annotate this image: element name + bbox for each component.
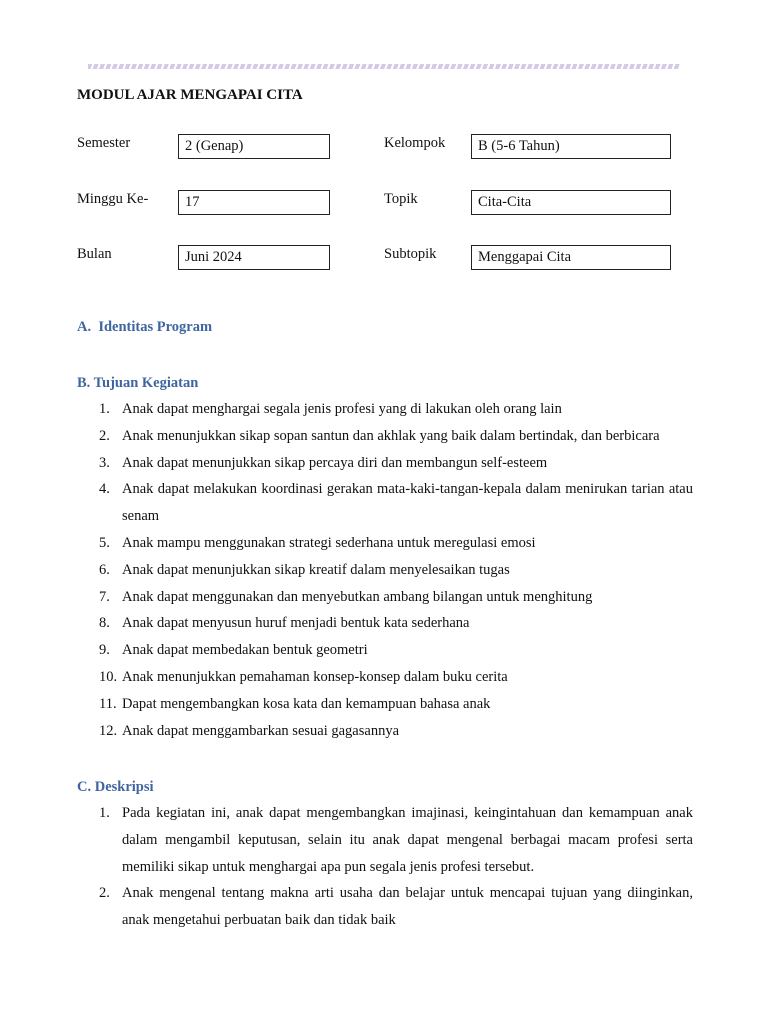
list-item [77, 610, 693, 637]
list-text: Pada kegiatan ini, anak dapat mengembangkan imajinasi, keingintahuan dan kemampuan anak dalam mengambil keputusan, selain itu anak dapat mengenal berbagai macam profesi serta memiliki sikap untuk menghargai apa pun segala jenis profesi tersebut. [122, 805, 693, 875]
decorative-header-rule [88, 64, 680, 69]
tujuan-list [77, 396, 693, 744]
list-text: Anak dapat menghargai segala jenis profesi yang di lakukan oleh orang lain [122, 401, 562, 417]
list-number: 5. [99, 534, 110, 551]
list-number: 1. [99, 401, 110, 417]
list-text: Anak menunjukkan pemahaman konsep-konsep dalam buku cerita [122, 668, 508, 685]
list-text: Anak dapat menunjukkan sikap percaya diri dan membangun self-esteem [122, 454, 548, 471]
deskripsi-list [77, 800, 693, 934]
list-number: 7. [99, 588, 110, 605]
list-text: Anak mampu menggunakan strategi sederhana untuk meregulasi emosi [122, 534, 536, 551]
list-item [77, 423, 693, 450]
list-text: Anak dapat menggambarkan sesuai gagasannya [122, 722, 400, 739]
bulan-field: Juni 2024 [178, 245, 330, 270]
document-title: MODUL AJAR MENGAPAI CITA [77, 87, 303, 103]
semester-label: Semester [77, 135, 131, 151]
subtopik-field: Menggapai Cita [471, 245, 671, 270]
list-number: 9. [99, 642, 110, 659]
list-item [77, 396, 693, 423]
section-b-heading: B. Tujuan Kegiatan [77, 375, 199, 391]
kelompok-field: B (5-6 Tahun) [471, 134, 671, 159]
list-number: 11. [99, 695, 117, 712]
list-number: 2. [99, 427, 110, 444]
minggu-label: Minggu Ke- [77, 191, 149, 207]
list-number: 4. [99, 481, 110, 498]
list-item [77, 557, 693, 584]
list-text: Anak dapat menyusun huruf menjadi bentuk kata sederhana [122, 615, 470, 632]
list-text: Anak menunjukkan sikap sopan santun dan akhlak yang baik dalam bertindak, dan berbicara [122, 427, 660, 444]
subtopik-label: Subtopik [384, 246, 437, 262]
list-item [77, 637, 693, 664]
list-text: Anak mengenal tentang makna arti usaha dan belajar untuk mencapai tujuan yang diinginkan, anak mengetahui perbuatan baik dan tidak baik [122, 885, 693, 929]
list-number: 2. [99, 885, 110, 902]
list-number: 8. [99, 615, 110, 632]
list-item [77, 476, 693, 530]
topik-field: Cita-Cita [471, 190, 671, 215]
list-text: Anak dapat membedakan bentuk geometri [122, 642, 368, 659]
section-c-heading: C. Deskripsi [77, 779, 154, 795]
semester-field: 2 (Genap) [178, 134, 330, 159]
list-number: 6. [99, 561, 110, 578]
list-text: Anak dapat menunjukkan sikap kreatif dalam menyelesaikan tugas [122, 561, 510, 578]
topik-label: Topik [384, 191, 418, 207]
list-text: Dapat mengembangkan kosa kata dan kemampuan bahasa anak [122, 695, 491, 712]
list-item [77, 664, 693, 691]
list-text: Anak dapat menggunakan dan menyebutkan ambang bilangan untuk menghitung [122, 588, 593, 605]
list-number: 1. [99, 805, 110, 821]
list-item [77, 584, 693, 611]
list-text: Anak dapat melakukan koordinasi gerakan mata-kaki-tangan-kepala dalam menirukan tarian atau senam [122, 481, 693, 525]
bulan-label: Bulan [77, 246, 112, 262]
list-item [77, 691, 693, 718]
kelompok-label: Kelompok [384, 135, 446, 151]
minggu-field: 17 [178, 190, 330, 215]
list-number: 12. [99, 722, 118, 739]
list-item [77, 880, 693, 934]
list-item [77, 530, 693, 557]
list-item [77, 450, 693, 477]
list-item [77, 800, 693, 880]
list-item [77, 718, 693, 745]
list-number: 3. [99, 454, 110, 471]
section-a-heading: A. Identitas Program [77, 319, 213, 335]
list-number: 10. [99, 668, 118, 685]
